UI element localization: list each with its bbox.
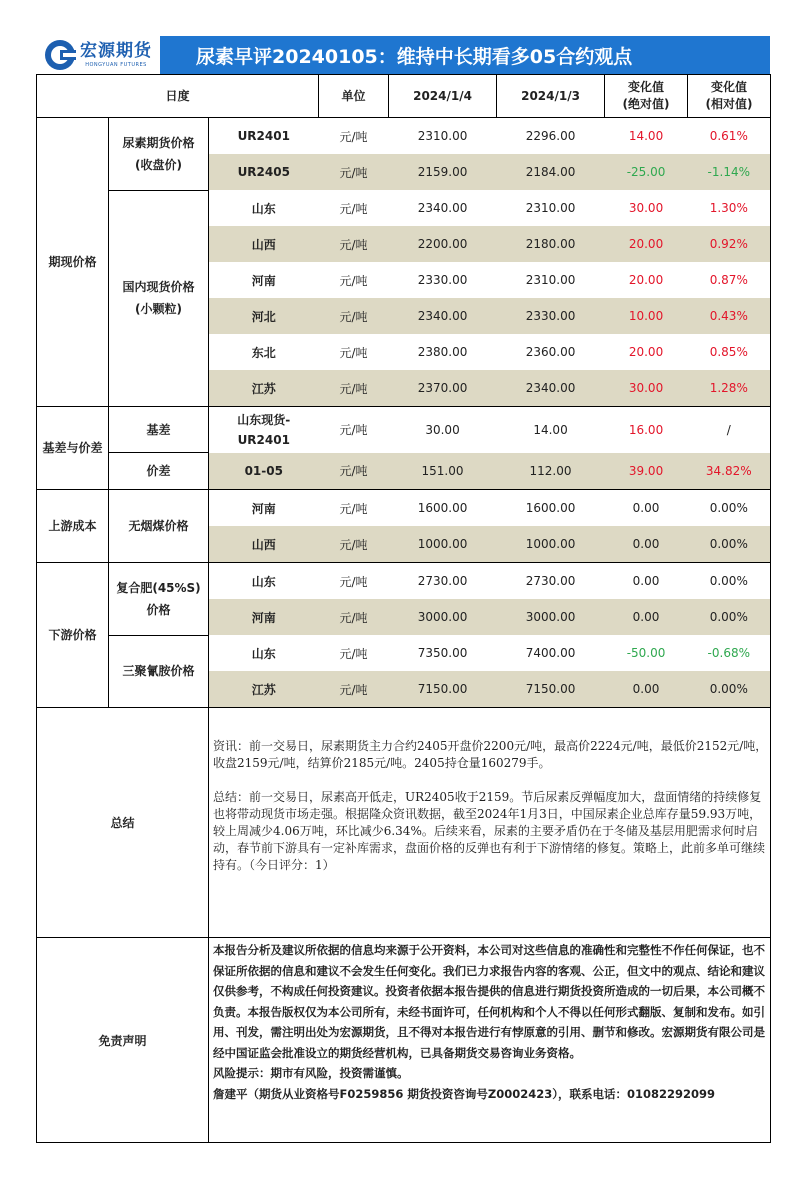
row-item: 01-05 — [209, 453, 319, 490]
row-rel-change: 0.61% — [688, 118, 771, 155]
row-unit: 元/吨 — [339, 574, 368, 589]
report-sheet — [36, 36, 770, 1143]
row-unit: 元/吨 — [319, 453, 389, 490]
row-item: UR2405 — [209, 154, 319, 190]
row-value-date1: 30.00 — [425, 422, 460, 437]
summary-conclusion: 总结：前一交易日，尿素高开低走，UR2405收于2159。节后尿素反弹幅度加大，盘面情绪的持续修复也将带动现货市场走强。根据隆众资讯数据，截至2024年1月3日，中国尿素企业总库存量59.93万吨，较上周减少4.06万吨，环比减少6.34%。后续来看，尿素的主要矛盾仍在于冬储及基层用肥需求何时启动，春节前下游具有一定补库需求，盘面价格的反弹也有利于下游情绪的修复。策略上，此前多单可继续持有。（今日评分：1） — [213, 790, 766, 872]
row-value-date1: 7350.00 — [417, 646, 468, 660]
price-table — [36, 74, 771, 1143]
row-value-date2: 2330.00 — [497, 298, 605, 334]
col-header-unit: 单位 — [319, 75, 389, 118]
row-item: UR2401 — [237, 129, 290, 143]
row-abs-change: 0.00 — [605, 526, 688, 563]
row-item: 河南 — [251, 501, 276, 516]
row-rel-change: 0.87% — [688, 262, 771, 298]
col-header-abs-change: 变化值 (绝对值) — [605, 75, 688, 118]
row-rel-change: 1.28% — [688, 370, 771, 407]
row-value-date2: 14.00 — [533, 422, 568, 437]
table-row — [37, 190, 771, 226]
table-row — [37, 490, 771, 527]
row-item: 山东 — [251, 574, 276, 589]
row-unit: 元/吨 — [339, 129, 368, 144]
row-value-date1: 2200.00 — [389, 226, 497, 262]
category-downstream-price: 下游价格 — [37, 563, 109, 708]
row-item: 江苏 — [209, 370, 319, 407]
row-abs-change: 20.00 — [628, 273, 664, 287]
table-row — [37, 407, 771, 453]
row-rel-change: -0.68% — [688, 635, 771, 671]
table-row — [37, 118, 771, 155]
summary-news: 资讯：前一交易日，尿素期货主力合约2405开盘价2200元/吨，最高价2224元/吨，最低价2152元/吨，收盘2159元/吨，结算价2185元/吨。2405持仓量160279手。 — [213, 739, 768, 770]
row-value-date2: 2360.00 — [525, 345, 576, 359]
row-abs-change: 20.00 — [605, 226, 688, 262]
row-value-date2: 2730.00 — [525, 574, 576, 588]
table-header-row — [37, 75, 771, 118]
row-rel-change: 0.92% — [688, 226, 771, 262]
row-abs-change: 39.00 — [605, 453, 688, 490]
summary-row — [37, 708, 771, 938]
row-value-date1: 3000.00 — [389, 599, 497, 635]
table-row — [37, 635, 771, 671]
row-unit: 元/吨 — [339, 273, 368, 288]
row-rel-change: 0.00% — [688, 526, 771, 563]
summary-text — [209, 708, 771, 938]
row-value-date2: 2310.00 — [525, 273, 576, 287]
row-value-date1: 2340.00 — [389, 298, 497, 334]
row-value-date2: 7400.00 — [525, 646, 576, 660]
row-value-date2: 112.00 — [497, 453, 605, 490]
disclaimer-label: 免责声明 — [37, 938, 209, 1143]
row-rel-change: 0.00% — [688, 671, 771, 708]
col-header-date1: 2024/1/4 — [389, 75, 497, 118]
row-rel-change: 0.00% — [688, 490, 771, 527]
row-item: 河南 — [251, 273, 276, 288]
row-value-date2: 2310.00 — [525, 201, 576, 215]
row-value-date1: 2380.00 — [417, 345, 468, 359]
table-row — [37, 563, 771, 600]
row-unit: 元/吨 — [339, 201, 368, 216]
row-rel-change: 0.00% — [688, 599, 771, 635]
row-abs-change: 0.00 — [605, 599, 688, 635]
row-item: 河北 — [209, 298, 319, 334]
row-value-date1: 2310.00 — [417, 129, 468, 143]
row-unit: 元/吨 — [319, 370, 389, 407]
category-upstream-cost: 上游成本 — [37, 490, 109, 563]
row-value-date2: 3000.00 — [497, 599, 605, 635]
risk-warning: 风险提示：期市有风险，投资需谨慎。 — [213, 1066, 409, 1080]
row-value-date1: 2330.00 — [417, 273, 468, 287]
col-header-date2: 2024/1/3 — [497, 75, 605, 118]
row-item: 山东现货- UR2401 — [237, 412, 291, 447]
row-unit: 元/吨 — [319, 154, 389, 190]
row-rel-change: 34.82% — [688, 453, 771, 490]
analyst-info: 詹建平（期货从业资格号F0259856 期货投资咨询号Z0002423），联系电话：01082292099 — [213, 1086, 715, 1101]
row-abs-change: 0.00 — [632, 574, 660, 588]
row-abs-change: 30.00 — [605, 370, 688, 407]
hongyuan-logo-icon — [44, 39, 76, 71]
disclaimer-body: 本报告分析及建议所依据的信息均来源于公开资料，本公司对这些信息的准确性和完整性不作任何保证，也不保证所依据的信息和建议不会发生任何变化。我们已力求报告内容的客观、公正，但文中的观点、结论和建议仅供参考，不构成任何投资建议。投资者依据本报告提供的信息进行期货投资所造成的一切后果，本公司概不负责。本报告版权仅为本公司所有，未经书面许可，任何机构和个人不得以任何形式翻版、复制和发布。如引用、刊发，需注明出处为宏源期货，且不得对本报告进行有悖原意的引用、删节和修改。宏源期货有限公司是经中国证监会批准设立的期货经营机构，已具备期货交易咨询业务资格。 — [213, 943, 765, 1060]
subcat-spot-price: 国内现货价格 (小颗粒) — [109, 190, 209, 407]
row-unit: 元/吨 — [319, 298, 389, 334]
row-abs-change: 14.00 — [628, 129, 664, 143]
subcat-futures-price: 尿素期货价格 (收盘价) — [109, 118, 209, 191]
row-item: 山东 — [251, 646, 276, 661]
row-value-date2: 7150.00 — [497, 671, 605, 708]
row-rel-change: 0.85% — [688, 334, 771, 370]
row-abs-change: -25.00 — [605, 154, 688, 190]
row-item: 东北 — [251, 345, 276, 360]
disclaimer-row — [37, 938, 771, 1143]
row-abs-change: 20.00 — [628, 345, 664, 359]
row-abs-change: 10.00 — [605, 298, 688, 334]
row-rel-change: 0.00% — [688, 563, 771, 600]
row-rel-change: 1.30% — [688, 190, 771, 226]
subcat-spread: 价差 — [109, 453, 209, 490]
row-value-date2: 2180.00 — [497, 226, 605, 262]
row-item: 山西 — [209, 526, 319, 563]
row-item: 山西 — [209, 226, 319, 262]
row-unit: 元/吨 — [319, 599, 389, 635]
subcat-basis: 基差 — [109, 407, 209, 453]
row-value-date1: 2159.00 — [389, 154, 497, 190]
row-unit: 元/吨 — [319, 671, 389, 708]
row-abs-change: -50.00 — [626, 646, 666, 660]
row-unit: 元/吨 — [319, 226, 389, 262]
company-logo — [36, 36, 160, 74]
row-rel-change: 0.43% — [688, 298, 771, 334]
row-value-date2: 2340.00 — [497, 370, 605, 407]
row-unit: 元/吨 — [319, 526, 389, 563]
row-value-date1: 2730.00 — [417, 574, 468, 588]
row-value-date1: 2370.00 — [389, 370, 497, 407]
summary-label: 总结 — [37, 708, 209, 938]
row-unit: 元/吨 — [339, 646, 368, 661]
row-value-date1: 1000.00 — [389, 526, 497, 563]
col-header-rel-change: 变化值 (相对值) — [688, 75, 771, 118]
row-unit: 元/吨 — [339, 345, 368, 360]
row-item: 山东 — [251, 201, 276, 216]
report-header — [36, 36, 770, 74]
subcat-compound-fertilizer: 复合肥(45%S) 价格 — [109, 563, 209, 636]
row-abs-change: 30.00 — [628, 201, 664, 215]
row-value-date1: 151.00 — [389, 453, 497, 490]
row-item: 河南 — [209, 599, 319, 635]
row-abs-change: 0.00 — [605, 671, 688, 708]
row-value-date2: 1000.00 — [497, 526, 605, 563]
subcat-anthracite: 无烟煤价格 — [109, 490, 209, 563]
row-value-date1: 7150.00 — [389, 671, 497, 708]
disclaimer-text — [209, 938, 771, 1143]
table-row — [37, 453, 771, 490]
col-header-daily: 日度 — [37, 75, 319, 118]
row-value-date2: 2296.00 — [525, 129, 576, 143]
report-title: 尿素早评20240105：维持中长期看多05合约观点 — [160, 36, 770, 74]
row-value-date2: 2184.00 — [497, 154, 605, 190]
subcat-melamine: 三聚氰胺价格 — [109, 635, 209, 708]
row-abs-change: 16.00 — [628, 422, 664, 437]
category-spot-futures: 期现价格 — [37, 118, 109, 407]
row-value-date2: 1600.00 — [525, 501, 576, 515]
logo-name-en: HONGYUAN FUTURES — [85, 61, 147, 68]
row-rel-change: / — [688, 407, 771, 453]
row-rel-change: -1.14% — [688, 154, 771, 190]
category-basis-spread: 基差与价差 — [37, 407, 109, 490]
row-item: 江苏 — [209, 671, 319, 708]
row-unit: 元/吨 — [339, 423, 368, 438]
logo-name-cn: 宏源期货 — [80, 40, 152, 61]
row-abs-change: 0.00 — [632, 501, 660, 515]
row-value-date1: 2340.00 — [417, 201, 468, 215]
row-value-date1: 1600.00 — [417, 501, 468, 515]
row-unit: 元/吨 — [339, 501, 368, 516]
